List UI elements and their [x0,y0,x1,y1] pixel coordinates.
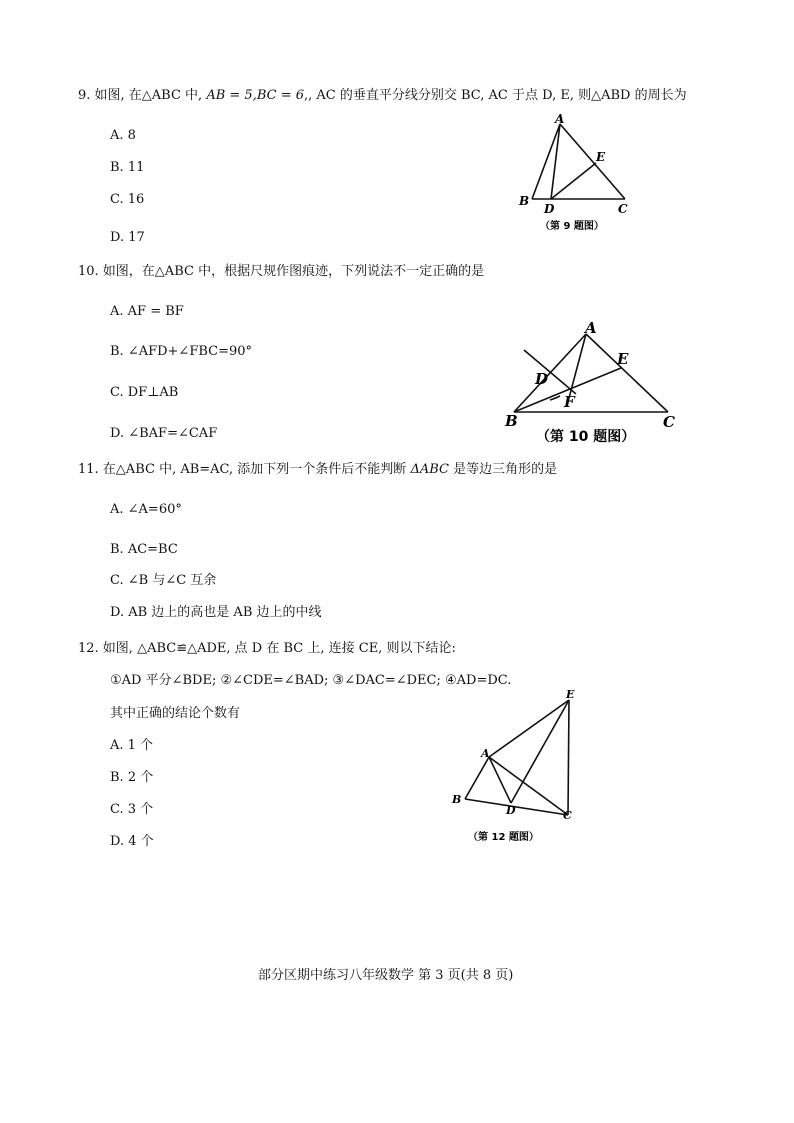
q9-figure [510,112,660,237]
q10-label-b: B [505,412,518,430]
q11-stem-part1: 11. 在△ABC 中, AB=AC, 添加下列一个条件后不能判断 [78,462,411,477]
q10-option-a[interactable]: A. AF = BF [110,304,184,319]
q9-stem-part2: ,, AC 的垂直平分线分别交 BC, AC 于点 D, E, 则△ABD 的周长为 [304,88,687,103]
q9-label-a: A [555,112,565,126]
q9-option-a[interactable]: A. 8 [110,128,136,143]
q10-label-f: F [564,393,575,411]
q11-option-d[interactable]: D. AB 边上的高也是 AB 边上的中线 [110,605,322,620]
q12-figure [448,690,598,850]
q12-label-b: B [452,793,462,806]
q10-caption: （第 10 题图） [536,429,636,445]
q9-option-b[interactable]: B. 11 [110,160,145,175]
q10-figure [500,318,690,448]
q10-label-e: E [617,350,629,368]
q11-stem-math: ΔABC [410,462,449,477]
q12-prompt: 其中正确的结论个数有 [110,706,241,721]
q9-label-d: D [544,202,555,216]
q12-option-c[interactable]: C. 3 个 [110,802,154,817]
q9-stem-part1: 9. 如图, 在△ABC 中, [78,88,207,103]
q9-option-d[interactable]: D. 17 [110,230,145,245]
q9-caption: （第 9 题图） [540,221,604,232]
q12-label-e: E [566,688,575,701]
q10-label-d: D [535,370,549,388]
q9-option-c[interactable]: C. 16 [110,192,145,207]
q11-stem [78,462,557,478]
q11-option-c[interactable]: C. ∠B 与∠C 互余 [110,573,217,588]
q9-label-c: C [618,202,628,216]
q12-conclusions: ①AD 平分∠BDE; ②∠CDE=∠BAD; ③∠DAC=∠DEC; ④AD=DC. [110,673,512,688]
q9-label-e: E [596,150,606,164]
q9-stem [78,88,687,104]
q12-option-a[interactable]: A. 1 个 [110,738,154,753]
q10-label-a: A [585,319,597,337]
q10-option-c[interactable]: C. DF⊥AB [110,385,179,400]
q10-option-d[interactable]: D. ∠BAF=∠CAF [110,426,218,441]
q11-option-a[interactable]: A. ∠A=60° [110,502,182,517]
q11-option-b[interactable]: B. AC=BC [110,542,178,557]
q10-stem: 10. 如图，在△ABC 中，根据尺规作图痕迹，下列说法不一定正确的是 [78,264,485,279]
q11-stem-part2: 是等边三角形的是 [448,462,558,477]
q9-label-b: B [519,194,530,208]
q12-stem: 12. 如图, △ABC≌△ADE, 点 D 在 BC 上, 连接 CE, 则以下结论: [78,641,456,656]
q12-label-c: C [563,809,572,822]
q9-stem-math: AB = 5,BC = 6 [206,88,304,103]
q10-label-c: C [663,413,675,431]
q12-label-d: D [506,804,516,817]
q12-label-a: A [481,747,490,760]
q12-caption: （第 12 题图） [468,832,539,843]
page-footer: 部分区期中练习八年级数学 第 3 页(共 8 页) [258,968,514,983]
q12-option-b[interactable]: B. 2 个 [110,770,154,785]
q10-option-b[interactable]: B. ∠AFD+∠FBC=90° [110,344,253,359]
q12-option-d[interactable]: D. 4 个 [110,834,154,849]
